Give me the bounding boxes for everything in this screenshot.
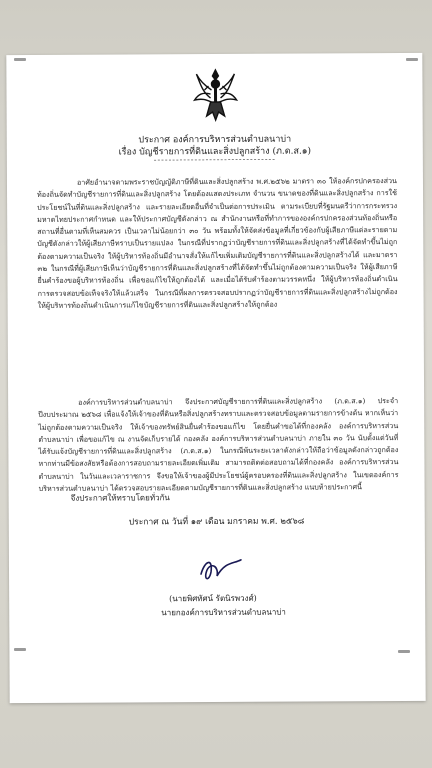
notice-paragraph-1: อาศัยอำนาจตามพระราชบัญญัติภาษีที่ดินและสิ่งปลูกสร้าง พ.ศ.๒๕๖๒ มาตรา ๓๐ ให้องค์กรปกครองส่วนท้องถิ่นจัดทำบัญชีรายการที่ดินและสิ่งปลูกสร้าง โดยต้องแสดงประเภท จำนวน ขนาดของที่ดินและสิ่งปลูกสร้าง การใช้ประโยชน์ในที่ดินและสิ่งปลูกสร้าง และรายละเอียดอื่นที่จำเป็นต่อการประเมิน ตามระเบียบที่รัฐมนตรีว่าการกระทรวงมหาดไทยประกาศกำหนด และให้ประกาศบัญชีดังกล่าว ณ สำนักงานหรือที่ทำการขององค์กรปกครองส่วนท้องถิ่นหรือสถานที่อื่นตามที่เห็นสมควร เป็นเวลาไม่น้อยกว่า ๓๐ วัน พร้อมทั้งให้จัดส่งข้อมูลที่เกี่ยวข้องกับผู้เสียภาษีแต่ละรายตามบัญชีดังกล่าวให้ผู้เสียภาษีทราบเป็นรายแปลง ในกรณีที่ปรากฏว่าบัญชีรายการที่ดินและสิ่งปลูกสร้างที่ได้จัดทำขึ้นไม่ถูกต้องตามความเป็นจริง ให้ผู้บริหารท้องถิ่นมีอำนาจสั่งให้แก้ไขเพิ่มเติมบัญชีรายการที่ดินและสิ่งปลูกสร้างได้ และมาตรา ๓๒ ในกรณีที่ผู้เสียภาษีเห็นว่าบัญชีรายการที่ดินและสิ่งปลูกสร้างที่ได้จัดทำขึ้นไม่ถูกต้องตามความเป็นจริง ให้ผู้เสียภาษียื่นคำร้องขอผู้บริหารท้องถิ่น เพื่อขอแก้ไขให้ถูกต้องได้ และเมื่อได้รับคำร้องตามวรรคหนึ่ง ให้ผู้บริหารท้องถิ่นดำเนินการตรวจสอบข้อเท็จจริงให้แล้วเสร็จ ในกรณีที่ผลการตรวจสอบปรากฏว่าบัญชีรายการที่ดินและสิ่งปลูกสร้างไม่ถูกต้อง ให้ผู้บริหารท้องถิ่นดำเนินการแก้ไขบัญชีรายการที่ดินและสิ่งปลูกสร้างให้ถูกต้อง <box>37 176 398 310</box>
header-separator: --------------------------------- <box>153 154 276 165</box>
staple <box>398 650 410 653</box>
notice-closing: จึงประกาศให้ทราบโดยทั่วกัน <box>70 493 170 503</box>
notice-paragraph-2: องค์การบริหารส่วนตำบลนาบ่า จึงประกาศบัญชีรายการที่ดินและสิ่งปลูกสร้าง (ภ.ด.ส.๑) ประจำปีงบประมาณ ๒๕๖๘ เพื่อแจ้งให้เจ้าของที่ดินหรือสิ่งปลูกสร้างทราบและตรวจสอบข้อมูลตามรายการข้างต้น หากเห็นว่าไม่ถูกต้องตามความเป็นจริง ให้เจ้าของทรัพย์สินยื่นคำร้องขอแก้ไข โดยยื่นคำขอได้ที่กองคลัง องค์การบริหารส่วนตำบลนาบ่า เพื่อขอแก้ไข ณ งานจัดเก็บรายได้ กองคลัง องค์การบริหารส่วนตำบลนาบ่า ภายใน ๓๐ วัน นับตั้งแต่วันที่ได้รับแจ้งบัญชีรายการที่ดินและสิ่งปลูกสร้าง (ภ.ด.ส.๑) ในกรณีพ้นระยะเวลาดังกล่าวให้ถือว่าข้อมูลดังกล่าวถูกต้อง หากท่านมีข้อสงสัยหรือต้องการสอบถามรายละเอียดเพิ่มเติม สามารถติดต่อสอบถามได้ที่กองคลัง องค์การบริหารส่วนตำบลนาบ่า ในวันและเวลาราชการ จึงขอให้เจ้าของผู้มีประโยชน์ผู้ครอบครองที่ดินและสิ่งปลูกสร้าง ในเขตองค์การบริหารส่วนตำบลนาบ่า ได้ตรวจสอบรายละเอียดตามบัญชีรายการที่ดินและสิ่งปลูกสร้าง แนบท้ายประกาศนี้ <box>38 396 399 494</box>
notice-paper <box>6 53 425 703</box>
staple <box>14 58 26 61</box>
staple <box>14 648 26 651</box>
signer-position: นายกองค์การบริหารส่วนตำบลนาบ่า <box>161 607 286 618</box>
garuda-emblem-icon <box>192 66 238 124</box>
notice-date: ประกาศ ณ วันที่ ๑๙ เดือน มกราคม พ.ศ. ๒๕๖๘ <box>128 516 305 528</box>
handwritten-signature <box>195 552 247 586</box>
staple <box>406 58 418 61</box>
signer-name: (นายพิศทัศน์ รัตนิรพวงศ์) <box>169 593 257 604</box>
notice-header-line2: เรื่อง บัญชีรายการที่ดินและสิ่งปลูกสร้าง (ภ.ด.ส.๑) <box>118 146 312 158</box>
notice-header-line1: ประกาศ องค์การบริหารส่วนตำบลนาบ่า <box>138 134 292 146</box>
